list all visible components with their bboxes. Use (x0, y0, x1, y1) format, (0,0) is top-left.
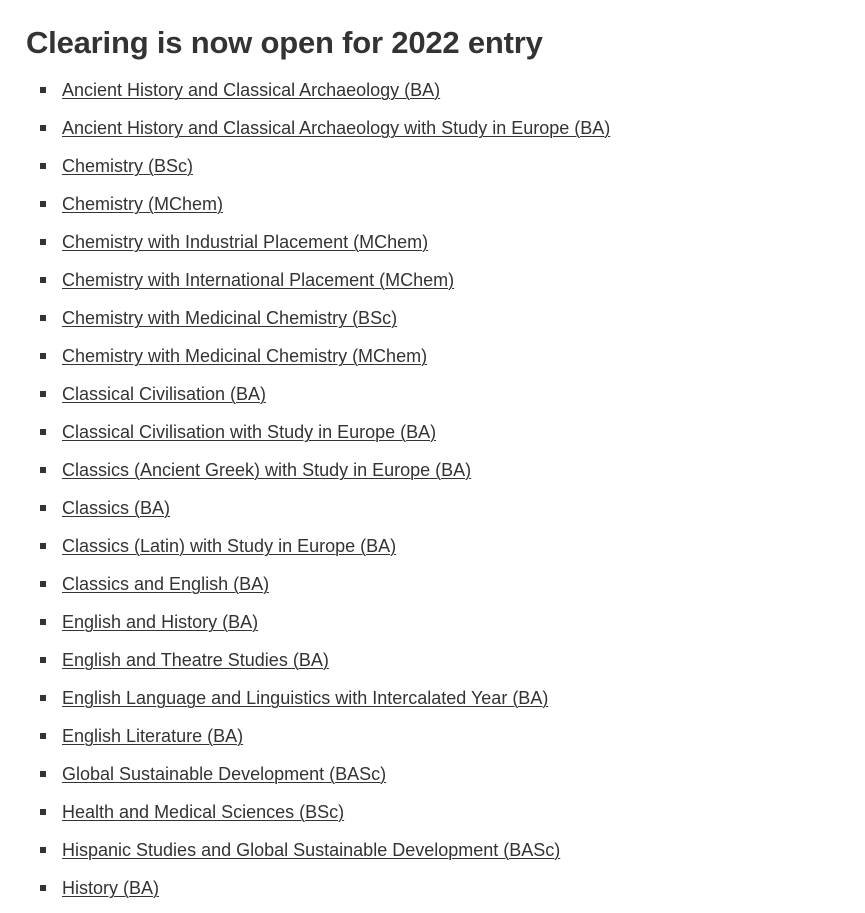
course-link[interactable]: Chemistry with Medicinal Chemistry (BSc) (62, 308, 398, 328)
bullet-icon (40, 695, 46, 701)
course-link[interactable]: Classics and English (BA) (62, 574, 270, 594)
bullet-icon (40, 885, 46, 891)
list-item (40, 419, 865, 457)
bullet-icon (40, 657, 46, 663)
list-item (40, 343, 865, 381)
list-item (40, 305, 865, 343)
list-item (40, 647, 865, 685)
bullet-icon (40, 847, 46, 853)
bullet-icon (40, 163, 46, 169)
bullet-icon (40, 277, 46, 283)
list-item (40, 685, 865, 723)
course-link[interactable]: Health and Medical Sciences (BSc) (62, 802, 345, 822)
course-link[interactable]: Classics (BA) (62, 498, 171, 518)
course-link[interactable]: English Language and Linguistics with Intercalated Year (BA) (62, 688, 549, 708)
list-item (40, 115, 865, 153)
course-link[interactable]: Chemistry with Medicinal Chemistry (MChem) (62, 346, 428, 366)
course-link[interactable]: Chemistry (BSc) (62, 156, 194, 176)
course-link[interactable]: Classics (Ancient Greek) with Study in Europe (BA) (62, 460, 472, 480)
bullet-icon (40, 125, 46, 131)
list-item (40, 761, 865, 799)
bullet-icon (40, 543, 46, 549)
bullet-icon (40, 87, 46, 93)
course-link[interactable]: Classical Civilisation with Study in Europe (BA) (62, 422, 437, 442)
course-link[interactable]: History (BA) (62, 878, 160, 898)
course-link[interactable]: Chemistry (MChem) (62, 194, 224, 214)
course-link[interactable]: Chemistry with International Placement (MChem) (62, 270, 455, 290)
bullet-icon (40, 391, 46, 397)
bullet-icon (40, 239, 46, 245)
bullet-icon (40, 353, 46, 359)
course-link[interactable]: Hispanic Studies and Global Sustainable Development (BASc) (62, 840, 561, 860)
bullet-icon (40, 315, 46, 321)
list-item (40, 609, 865, 647)
list-item (40, 457, 865, 495)
list-item (40, 381, 865, 419)
list-item (40, 191, 865, 229)
list-item (40, 875, 865, 913)
course-link[interactable]: English Literature (BA) (62, 726, 244, 746)
bullet-icon (40, 505, 46, 511)
page-title: Clearing is now open for 2022 entry (26, 25, 543, 60)
bullet-icon (40, 467, 46, 473)
bullet-icon (40, 771, 46, 777)
course-link[interactable]: Chemistry with Industrial Placement (MChem) (62, 232, 429, 252)
bullet-icon (40, 581, 46, 587)
list-item (40, 799, 865, 837)
list-item (40, 837, 865, 875)
course-link[interactable]: Global Sustainable Development (BASc) (62, 764, 387, 784)
list-item (40, 153, 865, 191)
list-item (40, 229, 865, 267)
course-link[interactable]: Classical Civilisation (BA) (62, 384, 267, 404)
course-link[interactable]: Classics (Latin) with Study in Europe (BA) (62, 536, 397, 556)
list-item (40, 571, 865, 609)
bullet-icon (40, 201, 46, 207)
bullet-icon (40, 809, 46, 815)
bullet-icon (40, 733, 46, 739)
course-list (26, 77, 865, 913)
bullet-icon (40, 429, 46, 435)
list-item (40, 267, 865, 305)
list-item (40, 533, 865, 571)
course-link[interactable]: English and History (BA) (62, 612, 259, 632)
bullet-icon (40, 619, 46, 625)
list-item (40, 723, 865, 761)
list-item (40, 77, 865, 115)
course-link[interactable]: Ancient History and Classical Archaeology with Study in Europe (BA) (62, 118, 611, 138)
course-link[interactable]: English and Theatre Studies (BA) (62, 650, 329, 670)
list-item (40, 495, 865, 533)
course-link[interactable]: Ancient History and Classical Archaeology (BA) (62, 80, 441, 100)
